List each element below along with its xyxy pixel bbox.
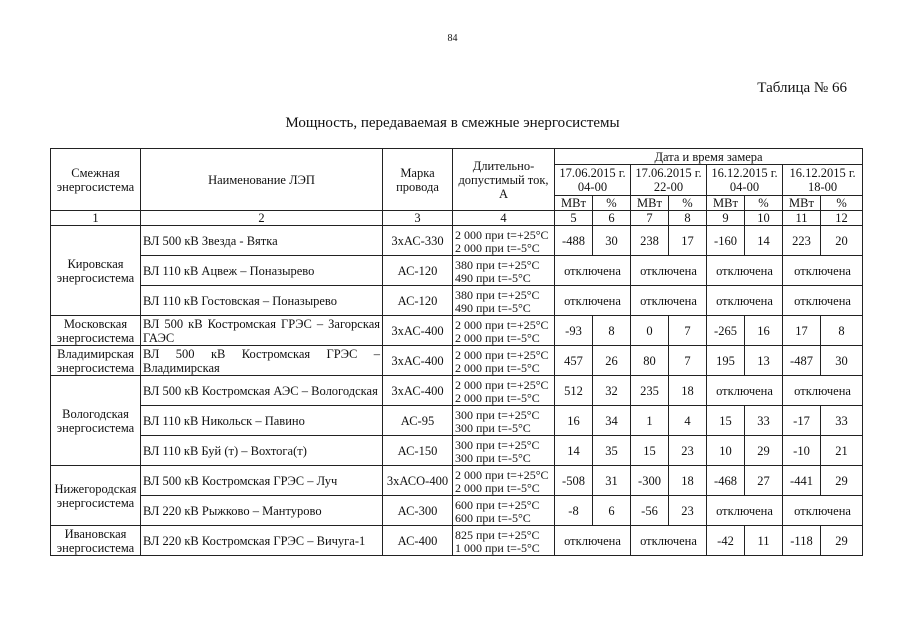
- wire-cell: 3хАС-330: [383, 226, 453, 256]
- wire-cell: 3хАС-400: [383, 346, 453, 376]
- value-cell: 1: [631, 406, 669, 436]
- value-cell: 8: [593, 316, 631, 346]
- wire-cell: 3хАС-400: [383, 376, 453, 406]
- header-pct: %: [745, 196, 783, 211]
- line-name-cell: ВЛ 110 кВ Никольск – Павино: [141, 406, 383, 436]
- header-date: 17.06.2015 г. 22-00: [631, 165, 707, 196]
- line-name-cell: ВЛ 500 кВ Костромская АЭС – Вологодская: [141, 376, 383, 406]
- current-cell: 2 000 при t=+25°C 2 000 при t=-5°C: [453, 316, 555, 346]
- value-cell: -8: [555, 496, 593, 526]
- wire-cell: 3хАСО-400: [383, 466, 453, 496]
- value-cell: 17: [783, 316, 821, 346]
- value-cell: -56: [631, 496, 669, 526]
- value-cell: 235: [631, 376, 669, 406]
- current-cell: 600 при t=+25°C 600 при t=-5°C: [453, 496, 555, 526]
- line-name-cell: ВЛ 110 кВ Буй (т) – Вохтога(т): [141, 436, 383, 466]
- status-cell: отключена: [707, 496, 783, 526]
- current-cell: 2 000 при t=+25°C 2 000 при t=-5°C: [453, 376, 555, 406]
- status-cell: отключена: [631, 526, 707, 556]
- column-number: 3: [383, 211, 453, 226]
- column-number: 12: [821, 211, 863, 226]
- value-cell: -118: [783, 526, 821, 556]
- value-cell: 195: [707, 346, 745, 376]
- table-label: Таблица № 66: [757, 80, 847, 96]
- value-cell: 34: [593, 406, 631, 436]
- value-cell: -441: [783, 466, 821, 496]
- value-cell: 29: [821, 526, 863, 556]
- power-transfer-table: [50, 148, 863, 556]
- line-name-cell: ВЛ 500 кВ Костромская ГРЭС – Владимирская: [141, 346, 383, 376]
- value-cell: 33: [745, 406, 783, 436]
- status-cell: отключена: [783, 286, 863, 316]
- column-number: 10: [745, 211, 783, 226]
- line-name-cell: ВЛ 110 кВ Ацвеж – Поназырево: [141, 256, 383, 286]
- system-cell: Ивановская энергосистема: [51, 526, 141, 556]
- current-cell: 825 при t=+25°C 1 000 при t=-5°C: [453, 526, 555, 556]
- status-cell: отключена: [555, 526, 631, 556]
- value-cell: 238: [631, 226, 669, 256]
- current-cell: 380 при t=+25°C 490 при t=-5°C: [453, 286, 555, 316]
- header-date: 17.06.2015 г. 04-00: [555, 165, 631, 196]
- value-cell: 7: [669, 346, 707, 376]
- current-cell: 300 при t=+25°C 300 при t=-5°C: [453, 406, 555, 436]
- wire-cell: АС-150: [383, 436, 453, 466]
- table-row: [51, 496, 863, 526]
- value-cell: 33: [821, 406, 863, 436]
- column-number: 7: [631, 211, 669, 226]
- value-cell: -488: [555, 226, 593, 256]
- header-line: Наименование ЛЭП: [141, 149, 383, 211]
- value-cell: 29: [745, 436, 783, 466]
- header-current: Длительно-допустимый ток, А: [453, 149, 555, 211]
- value-cell: 14: [745, 226, 783, 256]
- table-row: [51, 466, 863, 496]
- page-number: 84: [447, 33, 458, 44]
- value-cell: -508: [555, 466, 593, 496]
- system-cell: Нижегородская энергосистема: [51, 466, 141, 526]
- status-cell: отключена: [631, 256, 707, 286]
- wire-cell: АС-120: [383, 286, 453, 316]
- system-cell: Кировская энергосистема: [51, 226, 141, 316]
- status-cell: отключена: [555, 286, 631, 316]
- header-pct: %: [593, 196, 631, 211]
- line-name-cell: ВЛ 500 кВ Звезда - Вятка: [141, 226, 383, 256]
- value-cell: 32: [593, 376, 631, 406]
- value-cell: -300: [631, 466, 669, 496]
- table-row: [51, 226, 863, 256]
- value-cell: 457: [555, 346, 593, 376]
- table-row: [51, 526, 863, 556]
- wire-cell: АС-300: [383, 496, 453, 526]
- status-cell: отключена: [783, 256, 863, 286]
- value-cell: 21: [821, 436, 863, 466]
- value-cell: 18: [669, 376, 707, 406]
- line-name-cell: ВЛ 220 кВ Рыжково – Мантурово: [141, 496, 383, 526]
- value-cell: 26: [593, 346, 631, 376]
- value-cell: -265: [707, 316, 745, 346]
- column-number: 2: [141, 211, 383, 226]
- table-row: [51, 346, 863, 376]
- line-name-cell: ВЛ 500 кВ Костромская ГРЭС – Луч: [141, 466, 383, 496]
- value-cell: 31: [593, 466, 631, 496]
- header-mw: МВт: [707, 196, 745, 211]
- header-date: 16.12.2015 г. 18-00: [783, 165, 863, 196]
- header-pct: %: [669, 196, 707, 211]
- status-cell: отключена: [707, 256, 783, 286]
- value-cell: -160: [707, 226, 745, 256]
- value-cell: 23: [669, 436, 707, 466]
- system-cell: Владимирская энергосистема: [51, 346, 141, 376]
- value-cell: 16: [555, 406, 593, 436]
- value-cell: -17: [783, 406, 821, 436]
- header-mw: МВт: [631, 196, 669, 211]
- value-cell: 29: [821, 466, 863, 496]
- current-cell: 2 000 при t=+25°C 2 000 при t=-5°C: [453, 466, 555, 496]
- value-cell: 10: [707, 436, 745, 466]
- system-cell: Вологодская энергосистема: [51, 376, 141, 466]
- wire-cell: АС-400: [383, 526, 453, 556]
- header-date: 16.12.2015 г. 04-00: [707, 165, 783, 196]
- header-pct: %: [821, 196, 863, 211]
- table-row: [51, 316, 863, 346]
- value-cell: 17: [669, 226, 707, 256]
- wire-cell: АС-120: [383, 256, 453, 286]
- header-wire: Марка провода: [383, 149, 453, 211]
- value-cell: 8: [821, 316, 863, 346]
- value-cell: 4: [669, 406, 707, 436]
- value-cell: 30: [593, 226, 631, 256]
- column-number: 8: [669, 211, 707, 226]
- value-cell: 0: [631, 316, 669, 346]
- column-number: 6: [593, 211, 631, 226]
- current-cell: 380 при t=+25°C 490 при t=-5°C: [453, 256, 555, 286]
- table-row: [51, 376, 863, 406]
- header-mw: МВт: [555, 196, 593, 211]
- value-cell: -487: [783, 346, 821, 376]
- column-number: 5: [555, 211, 593, 226]
- wire-cell: 3хАС-400: [383, 316, 453, 346]
- header-date-group: Дата и время замера: [555, 149, 863, 165]
- value-cell: 27: [745, 466, 783, 496]
- table-row: [51, 256, 863, 286]
- value-cell: 80: [631, 346, 669, 376]
- value-cell: -93: [555, 316, 593, 346]
- column-number: 4: [453, 211, 555, 226]
- table-row: [51, 286, 863, 316]
- status-cell: отключена: [631, 286, 707, 316]
- value-cell: 14: [555, 436, 593, 466]
- current-cell: 2 000 при t=+25°C 2 000 при t=-5°C: [453, 226, 555, 256]
- document-title: Мощность, передаваемая в смежные энергосистемы: [285, 115, 620, 131]
- value-cell: 512: [555, 376, 593, 406]
- value-cell: 7: [669, 316, 707, 346]
- header-system: Смежная энергосистема: [51, 149, 141, 211]
- value-cell: 223: [783, 226, 821, 256]
- value-cell: 20: [821, 226, 863, 256]
- value-cell: 15: [707, 406, 745, 436]
- line-name-cell: ВЛ 500 кВ Костромская ГРЭС – Загорская ГАЭС: [141, 316, 383, 346]
- column-number: 11: [783, 211, 821, 226]
- value-cell: 18: [669, 466, 707, 496]
- value-cell: 6: [593, 496, 631, 526]
- status-cell: отключена: [707, 376, 783, 406]
- status-cell: отключена: [707, 286, 783, 316]
- table-row: [51, 406, 863, 436]
- column-number-row: [51, 211, 863, 226]
- line-name-cell: ВЛ 110 кВ Гостовская – Поназырево: [141, 286, 383, 316]
- value-cell: 16: [745, 316, 783, 346]
- value-cell: 13: [745, 346, 783, 376]
- wire-cell: АС-95: [383, 406, 453, 436]
- value-cell: 15: [631, 436, 669, 466]
- value-cell: 35: [593, 436, 631, 466]
- column-number: 9: [707, 211, 745, 226]
- table-row: [51, 436, 863, 466]
- value-cell: -10: [783, 436, 821, 466]
- value-cell: 11: [745, 526, 783, 556]
- status-cell: отключена: [555, 256, 631, 286]
- current-cell: 300 при t=+25°C 300 при t=-5°C: [453, 436, 555, 466]
- current-cell: 2 000 при t=+25°C 2 000 при t=-5°C: [453, 346, 555, 376]
- header-mw: МВт: [783, 196, 821, 211]
- status-cell: отключена: [783, 376, 863, 406]
- column-number: 1: [51, 211, 141, 226]
- system-cell: Московская энергосистема: [51, 316, 141, 346]
- value-cell: 23: [669, 496, 707, 526]
- status-cell: отключена: [783, 496, 863, 526]
- line-name-cell: ВЛ 220 кВ Костромская ГРЭС – Вичуга-1: [141, 526, 383, 556]
- value-cell: -468: [707, 466, 745, 496]
- value-cell: 30: [821, 346, 863, 376]
- value-cell: -42: [707, 526, 745, 556]
